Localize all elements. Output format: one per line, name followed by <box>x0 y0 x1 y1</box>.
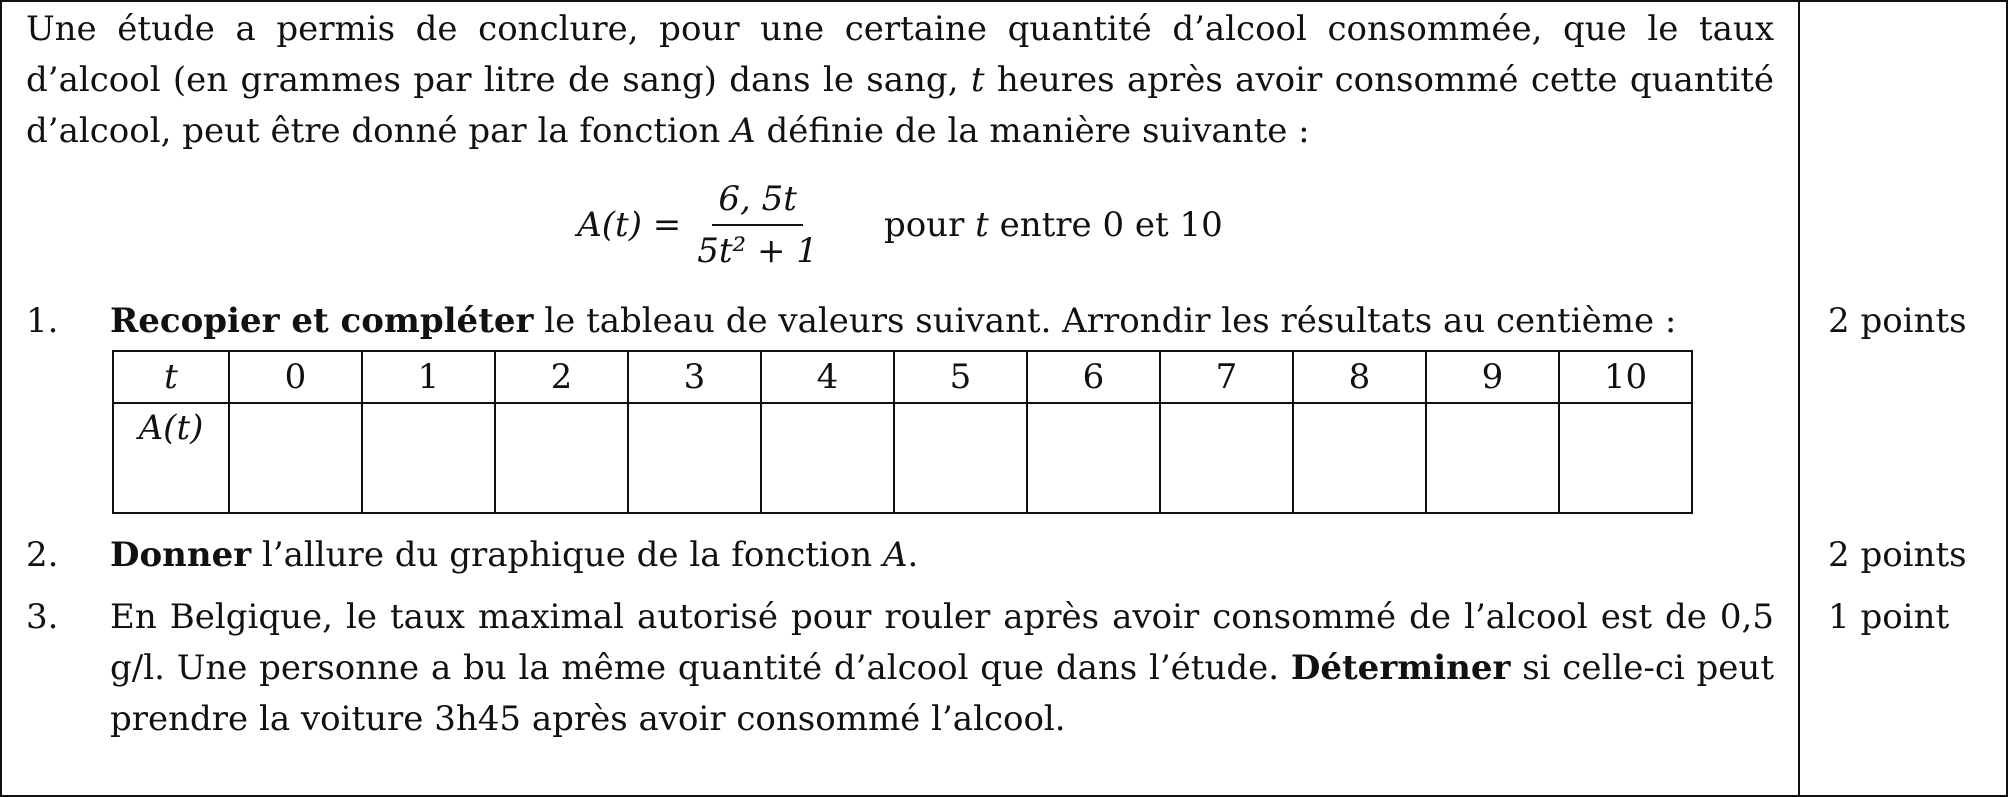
question-1-body: le tableau de valeurs suivant. Arrondir les résultats au centième : <box>533 301 1677 341</box>
table-row-t <box>113 351 1692 403</box>
table-t-value: 7 <box>1160 351 1293 403</box>
table-t-value: 2 <box>495 351 628 403</box>
points-column-divider <box>1798 0 1800 795</box>
intro-text-1: Une étude a permis de conclure, pour une certaine quantité d’alcool consommée, que le taux d’alcool (en grammes par litre de sang) dans le sang, <box>26 9 1774 100</box>
intro-var-t: t <box>970 60 985 100</box>
table-a-cell <box>1559 403 1692 513</box>
question-2-points: 2 points <box>1828 535 1967 575</box>
table-row-a <box>113 403 1692 513</box>
formula-condition <box>884 205 1223 245</box>
table-t-value: 6 <box>1027 351 1160 403</box>
condition-text-1: pour <box>883 205 976 245</box>
question-3-body: En Belgique, le taux maximal autorisé pour rouler après avoir consommé de l’alcool est de 0,5 g/l. Une personne a bu la même quantité d’alcool que dans l’étude. <box>110 597 1774 688</box>
exercise-body <box>26 4 1774 157</box>
values-table <box>112 350 1693 514</box>
table-t-value: 3 <box>628 351 761 403</box>
question-3-number: 3. <box>26 597 59 637</box>
question-1-points: 2 points <box>1828 301 1967 341</box>
table-header-a: A(t) <box>113 403 229 513</box>
question-3-text <box>110 592 1774 745</box>
question-2-text <box>110 530 1774 581</box>
question-2-number: 2. <box>26 535 59 575</box>
question-1-bold: Recopier et compléter <box>110 301 534 341</box>
formula-denominator: 5t² + 1 <box>697 231 818 271</box>
table-a-cell <box>1160 403 1293 513</box>
table-t-value: 4 <box>761 351 894 403</box>
table-a-cell <box>1293 403 1426 513</box>
intro-text-2: heures après avoir consommé cette quantité d’alcool, peut être donné par la fonction <box>26 60 1774 151</box>
table-t-value: 8 <box>1293 351 1426 403</box>
intro-var-a: A <box>731 111 756 151</box>
intro-text-3: définie de la manière suivante : <box>755 111 1310 151</box>
table-t-value: 10 <box>1559 351 1692 403</box>
intro-paragraph <box>26 4 1774 157</box>
question-1-number: 1. <box>26 301 59 341</box>
question-2-bold: Donner <box>110 535 252 575</box>
formula <box>26 176 1774 274</box>
formula-fraction <box>691 176 824 274</box>
question-2-var-a: A <box>882 535 908 575</box>
condition-text-2: entre 0 et 10 <box>988 205 1223 245</box>
condition-var-t: t <box>975 205 989 245</box>
table-a-cell <box>362 403 495 513</box>
table-a-cell <box>894 403 1027 513</box>
question-3-bold: Déterminer <box>1290 648 1511 688</box>
table-a-cell <box>229 403 362 513</box>
question-3 <box>26 592 1774 745</box>
table-a-cell <box>495 403 628 513</box>
table-a-cell <box>628 403 761 513</box>
question-3-points: 1 point <box>1828 597 1950 637</box>
table-a-cell <box>1426 403 1559 513</box>
table-t-value: 1 <box>362 351 495 403</box>
question-3-end: si celle-ci peut prendre la voiture 3h45 après avoir consommé l’alcool. <box>110 648 1774 739</box>
formula-lhs: A(t) = <box>577 205 682 245</box>
formula-numerator: 6, 5t <box>712 176 803 226</box>
table-header-t: t <box>113 351 229 403</box>
table-a-cell <box>761 403 894 513</box>
question-2-end: . <box>907 535 919 575</box>
table-t-value: 0 <box>229 351 362 403</box>
question-1 <box>26 296 1774 347</box>
table-a-cell <box>1027 403 1160 513</box>
question-2 <box>26 530 1774 581</box>
question-1-text <box>110 296 1774 347</box>
question-2-body: l’allure du graphique de la fonction <box>251 535 883 575</box>
table-t-value: 5 <box>894 351 1027 403</box>
table-t-value: 9 <box>1426 351 1559 403</box>
